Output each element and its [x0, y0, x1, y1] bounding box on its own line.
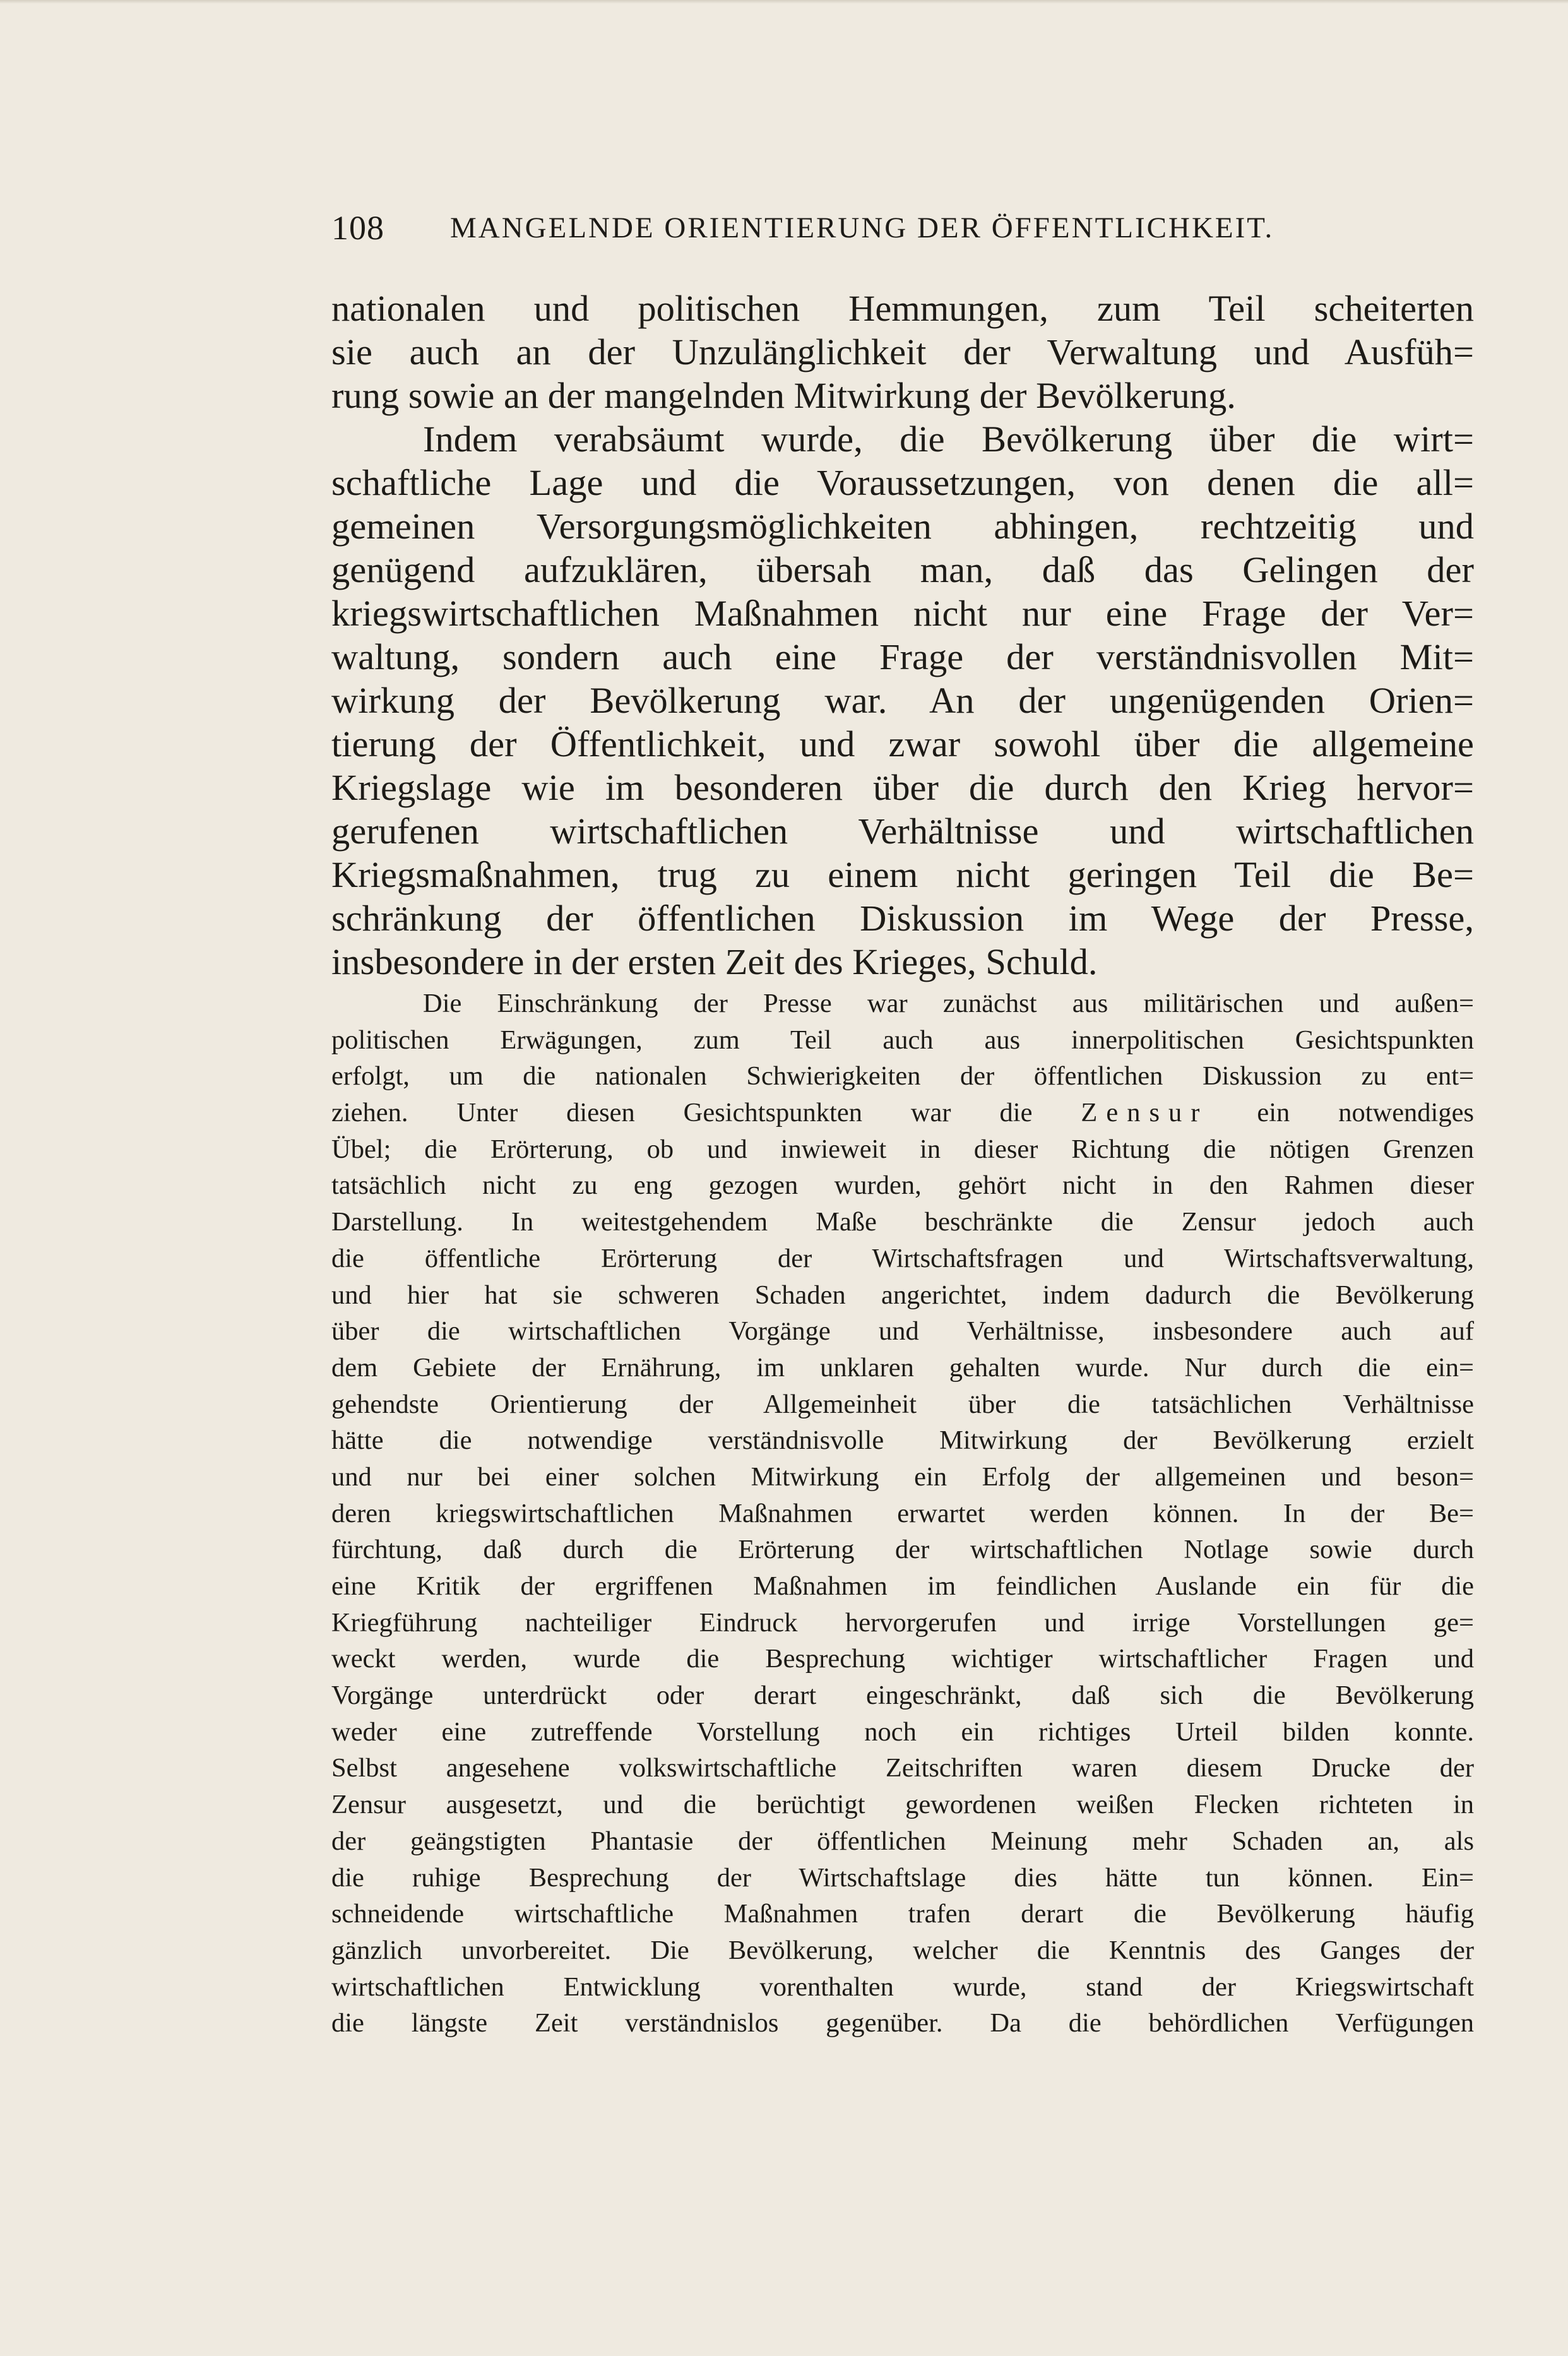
note-line: die längste Zeit verständnislos gegenüber. Da die behördlichen Verfügungen [331, 2008, 1474, 2038]
main-paragraphs [331, 287, 1474, 984]
note-line: Übel; die Erörterung, ob und inwieweit in dieser Richtung die nötigen Grenzen [331, 1134, 1474, 1164]
note-line: Vorgänge unterdrückt oder derart eingeschränkt, daß sich die Bevölkerung [331, 1681, 1474, 1711]
note-line: deren kriegswirtschaftlichen Maßnahmen erwartet werden können. In der Be= [331, 1498, 1474, 1528]
note-line: politischen Erwägungen, zum Teil auch aus innerpolitischen Gesichtspunkten [331, 1025, 1474, 1055]
note-line: weckt werden, wurde die Besprechung wichtiger wirtschaftlicher Fragen und [331, 1644, 1474, 1674]
main-line: gemeinen Versorgungsmöglichkeiten abhingen, rechtzeitig und [331, 506, 1474, 547]
main-line: schaftliche Lage und die Voraussetzungen, von denen die all= [331, 462, 1474, 503]
main-line: gerufenen wirtschaftlichen Verhältnisse und wirtschaftlichen [331, 811, 1474, 852]
note-line: fürchtung, daß durch die Erörterung der wirtschaftlichen Notlage sowie durch [331, 1535, 1474, 1565]
note-line: schneidende wirtschaftliche Maßnahmen trafen derart die Bevölkerung häufig [331, 1899, 1474, 1929]
page-header [331, 208, 1367, 259]
note-line: wirtschaftlichen Entwicklung vorenthalten wurde, stand der Kriegswirtschaft [331, 1972, 1474, 2002]
note-line: dem Gebiete der Ernährung, im unklaren gehalten wurde. Nur durch die ein= [331, 1352, 1474, 1383]
note-line: die ruhige Besprechung der Wirtschaftslage dies hätte tun können. Ein= [331, 1862, 1474, 1893]
main-line: kriegswirtschaftlichen Maßnahmen nicht nur eine Frage der Ver= [331, 593, 1474, 634]
main-line: nationalen und politischen Hemmungen, zum Teil scheiterten [331, 288, 1474, 329]
note-line-with-spaced-word [331, 1095, 1474, 1131]
main-line: schränkung der öffentlichen Diskussion im Wege der Presse, [331, 898, 1474, 939]
spaced-emphasis-zensur: Zensur [1081, 1098, 1209, 1128]
main-line: Kriegsmaßnahmen, trug zu einem nicht geringen Teil die Be= [331, 854, 1474, 895]
note-line: erfolgt, um die nationalen Schwierigkeiten der öffentlichen Diskussion zu ent= [331, 1061, 1474, 1092]
main-line: genügend aufzuklären, übersah man, daß das Gelingen der [331, 549, 1474, 590]
main-line: wirkung der Bevölkerung war. An der ungenügenden Orien= [331, 680, 1474, 721]
note-line-part: ziehen. Unter diesen Gesichtspunkten war die [331, 1098, 1033, 1128]
note-line: hätte die notwendige verständnisvolle Mitwirkung der Bevölkerung erzielt [331, 1425, 1474, 1456]
note-line: gehendste Orientierung der Allgemeinheit über die tatsächlichen Verhältnisse [331, 1389, 1474, 1419]
note-line: Zensur ausgesetzt, und die berüchtigt gewordenen weißen Flecken richteten in [331, 1790, 1474, 1820]
note-line: und hier hat sie schweren Schaden angerichtet, indem dadurch die Bevölkerung [331, 1280, 1474, 1310]
note-line: über die wirtschaftlichen Vorgänge und Verhältnisse, insbesondere auch auf [331, 1316, 1474, 1347]
main-line: Kriegslage wie im besonderen über die durch den Krieg hervor= [331, 767, 1474, 808]
main-line: insbesondere in der ersten Zeit des Krieges, Schuld. [331, 941, 1098, 982]
note-line: Die Einschränkung der Presse war zunächst aus militärischen und außen= [423, 989, 1474, 1018]
main-line: sie auch an der Unzulänglichkeit der Verwaltung und Ausfüh= [331, 331, 1474, 372]
note-line: Selbst angesehene volkswirtschaftliche Zeitschriften waren diesem Drucke der [331, 1753, 1474, 1783]
main-line: rung sowie an der mangelnden Mitwirkung der Bevölkerung. [331, 375, 1236, 416]
main-line: Indem verabsäumt wurde, die Bevölkerung über die wirt= [423, 419, 1474, 460]
note-line: gänzlich unvorbereitet. Die Bevölkerung, welcher die Kenntnis des Ganges der [331, 1935, 1474, 1965]
note-line: weder eine zutreffende Vorstellung noch ein richtiges Urteil bilden konnte. [331, 1716, 1474, 1747]
main-line: waltung, sondern auch eine Frage der verständnisvollen Mit= [331, 636, 1474, 677]
note-line-part: ein notwendiges [1257, 1098, 1475, 1128]
small-print-paragraph [331, 985, 1474, 2042]
note-line: und nur bei einer solchen Mitwirkung ein Erfolg der allgemeinen und beson= [331, 1461, 1474, 1492]
note-line: eine Kritik der ergriffenen Maßnahmen im feindlichen Auslande ein für die [331, 1571, 1474, 1601]
page-top-edge [0, 0, 1568, 4]
note-line: der geängstigten Phantasie der öffentlichen Meinung mehr Schaden an, als [331, 1826, 1474, 1856]
note-line: Darstellung. In weitestgehendem Maße beschränkte die Zensur jedoch auch [331, 1207, 1474, 1237]
running-head: MANGELNDE ORIENTIERUNG DER ÖFFENTLICHKEIT. [450, 211, 1274, 244]
note-line: die öffentliche Erörterung der Wirtschaftsfragen und Wirtschaftsverwaltung, [331, 1243, 1474, 1273]
note-line: tatsächlich nicht zu eng gezogen wurden, gehört nicht in den Rahmen dieser [331, 1170, 1474, 1201]
main-line: tierung der Öffentlichkeit, und zwar sowohl über die allgemeine [331, 723, 1474, 765]
page-number: 108 [331, 209, 384, 247]
note-line: Kriegführung nachteiliger Eindruck hervorgerufen und irrige Vorstellungen ge= [331, 1607, 1474, 1638]
